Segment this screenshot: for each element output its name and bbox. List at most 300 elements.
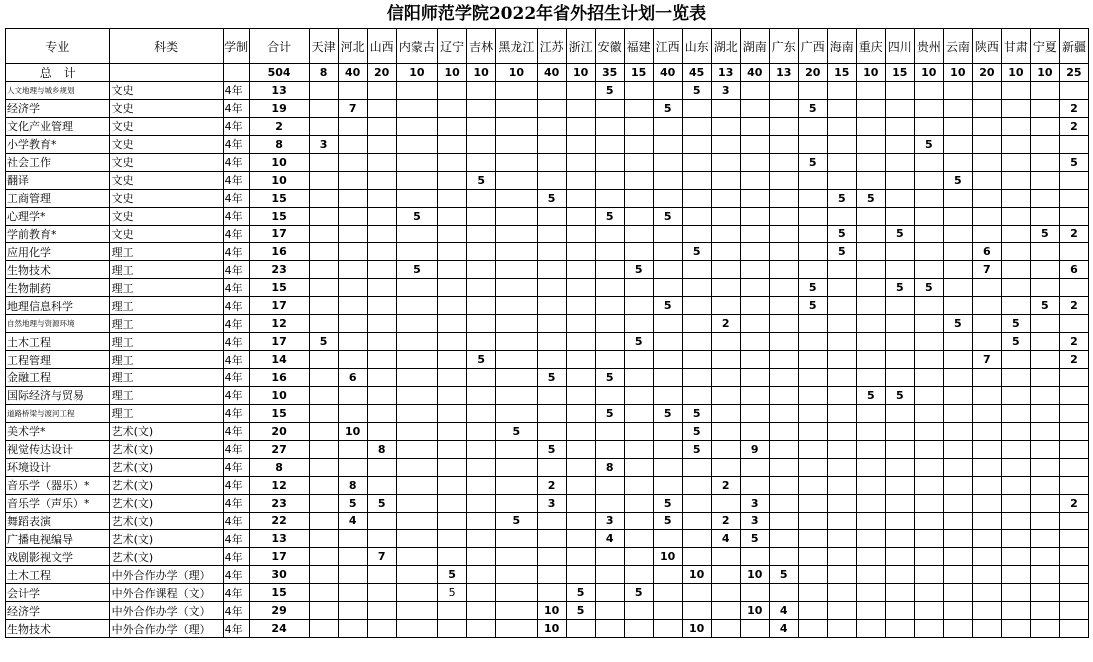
quota-cell: 5	[566, 584, 595, 602]
quota-cell	[467, 548, 496, 566]
quota-cell	[595, 225, 624, 243]
quota-cell: 5	[367, 494, 396, 512]
total-cell: 25	[1059, 64, 1088, 82]
quota-cell	[367, 297, 396, 315]
quota-cell	[496, 153, 537, 171]
quota-cell	[566, 458, 595, 476]
total-cell: 13	[769, 64, 798, 82]
quota-cell	[624, 99, 653, 117]
quota-cell	[367, 566, 396, 584]
quota-cell	[769, 351, 798, 369]
column-header: 安徽	[595, 29, 624, 64]
quota-cell	[595, 135, 624, 153]
quota-cell	[769, 153, 798, 171]
quota-cell: 5	[653, 207, 682, 225]
quota-cell	[827, 404, 856, 422]
quota-cell	[711, 458, 740, 476]
quota-cell	[856, 171, 885, 189]
quota-cell	[798, 82, 827, 100]
quota-cell	[914, 476, 943, 494]
quota-cell	[566, 369, 595, 387]
quota-cell	[467, 386, 496, 404]
quota-cell	[496, 369, 537, 387]
quota-cell	[1030, 99, 1059, 117]
quota-cell	[367, 99, 396, 117]
quota-cell	[595, 566, 624, 584]
quota-cell	[396, 602, 437, 620]
quota-cell	[309, 369, 338, 387]
quota-cell	[943, 207, 972, 225]
subtotal-cell: 15	[249, 404, 309, 422]
quota-cell	[711, 620, 740, 638]
subtotal-cell: 24	[249, 620, 309, 638]
quota-cell	[914, 458, 943, 476]
total-cell: 20	[798, 64, 827, 82]
quota-cell	[1001, 225, 1030, 243]
quota-cell	[309, 584, 338, 602]
column-header: 宁夏	[1030, 29, 1059, 64]
quota-cell	[496, 207, 537, 225]
total-cell: 10	[1001, 64, 1030, 82]
quota-cell	[682, 153, 711, 171]
quota-cell	[972, 171, 1001, 189]
quota-cell	[309, 243, 338, 261]
table-row	[6, 620, 1089, 638]
quota-cell	[438, 351, 467, 369]
subtotal-cell: 14	[249, 351, 309, 369]
duration-cell: 4年	[223, 351, 249, 369]
quota-cell	[537, 117, 566, 135]
quota-cell	[653, 189, 682, 207]
quota-cell	[682, 99, 711, 117]
subtotal-cell: 15	[249, 207, 309, 225]
quota-cell	[740, 476, 769, 494]
duration-cell: 4年	[223, 530, 249, 548]
quota-cell	[396, 369, 437, 387]
quota-cell	[338, 530, 367, 548]
subtotal-cell: 17	[249, 225, 309, 243]
subtotal-cell: 29	[249, 602, 309, 620]
table-row	[6, 153, 1089, 171]
quota-cell	[711, 135, 740, 153]
quota-cell	[885, 476, 914, 494]
quota-cell: 2	[537, 476, 566, 494]
quota-cell	[943, 494, 972, 512]
subtotal-cell: 19	[249, 99, 309, 117]
quota-cell	[827, 261, 856, 279]
quota-cell	[438, 243, 467, 261]
quota-cell	[856, 225, 885, 243]
quota-cell	[885, 512, 914, 530]
quota-cell	[566, 99, 595, 117]
quota-cell: 2	[1059, 99, 1088, 117]
quota-cell: 2	[1059, 351, 1088, 369]
quota-cell	[367, 171, 396, 189]
major-cell: 翻译	[6, 171, 110, 189]
quota-cell	[856, 153, 885, 171]
quota-cell	[367, 261, 396, 279]
quota-cell: 6	[972, 243, 1001, 261]
quota-cell	[972, 494, 1001, 512]
quota-cell	[338, 602, 367, 620]
quota-cell	[1001, 440, 1030, 458]
quota-cell	[1030, 243, 1059, 261]
duration-cell: 4年	[223, 297, 249, 315]
quota-cell: 5	[467, 351, 496, 369]
quota-cell	[537, 315, 566, 333]
quota-cell	[740, 351, 769, 369]
column-header: 福建	[624, 29, 653, 64]
category-cell: 文史	[109, 189, 223, 207]
quota-cell	[367, 243, 396, 261]
duration-cell: 4年	[223, 243, 249, 261]
quota-cell	[1001, 476, 1030, 494]
quota-cell	[914, 422, 943, 440]
major-cell: 地理信息科学	[6, 297, 110, 315]
quota-cell	[537, 404, 566, 422]
quota-cell: 5	[624, 333, 653, 351]
quota-cell	[624, 153, 653, 171]
quota-cell	[1030, 369, 1059, 387]
quota-cell	[566, 530, 595, 548]
quota-cell	[1001, 207, 1030, 225]
quota-cell	[769, 171, 798, 189]
quota-cell	[914, 494, 943, 512]
quota-cell	[438, 440, 467, 458]
category-cell: 文史	[109, 225, 223, 243]
quota-cell	[367, 512, 396, 530]
quota-cell	[438, 602, 467, 620]
quota-cell	[566, 548, 595, 566]
quota-cell: 5	[798, 279, 827, 297]
quota-cell: 8	[595, 458, 624, 476]
category-cell: 中外合作办学（理）	[109, 566, 223, 584]
quota-cell	[769, 369, 798, 387]
quota-cell	[856, 243, 885, 261]
table-row	[6, 422, 1089, 440]
quota-cell	[396, 135, 437, 153]
quota-cell	[309, 153, 338, 171]
quota-cell	[438, 548, 467, 566]
total-cell: 20	[972, 64, 1001, 82]
quota-cell	[438, 261, 467, 279]
duration-cell: 4年	[223, 422, 249, 440]
quota-cell: 5	[595, 207, 624, 225]
quota-cell	[467, 225, 496, 243]
quota-cell	[338, 386, 367, 404]
quota-cell	[653, 153, 682, 171]
duration-cell: 4年	[223, 440, 249, 458]
quota-cell	[624, 351, 653, 369]
quota-cell	[496, 82, 537, 100]
table-row	[6, 458, 1089, 476]
quota-cell: 4	[769, 620, 798, 638]
table-row	[6, 189, 1089, 207]
major-cell: 社会工作	[6, 153, 110, 171]
quota-cell	[467, 279, 496, 297]
total-cell: 10	[943, 64, 972, 82]
quota-cell	[740, 82, 769, 100]
quota-cell	[972, 279, 1001, 297]
quota-cell	[943, 512, 972, 530]
quota-cell	[885, 153, 914, 171]
category-cell: 理工	[109, 369, 223, 387]
quota-cell	[856, 422, 885, 440]
quota-cell	[682, 584, 711, 602]
quota-cell	[856, 602, 885, 620]
quota-cell	[885, 315, 914, 333]
quota-cell: 9	[740, 440, 769, 458]
quota-cell	[595, 243, 624, 261]
quota-cell	[943, 189, 972, 207]
duration-cell: 4年	[223, 82, 249, 100]
quota-cell: 4	[769, 602, 798, 620]
quota-cell	[537, 225, 566, 243]
quota-cell	[769, 584, 798, 602]
table-row	[6, 243, 1089, 261]
quota-cell: 5	[396, 261, 437, 279]
major-cell: 自然地理与资源环境	[6, 315, 110, 333]
quota-cell	[566, 620, 595, 638]
category-cell: 文史	[109, 171, 223, 189]
quota-cell	[566, 171, 595, 189]
quota-cell	[856, 279, 885, 297]
quota-cell	[367, 386, 396, 404]
quota-cell	[798, 584, 827, 602]
quota-cell	[740, 243, 769, 261]
quota-cell	[1059, 171, 1088, 189]
quota-cell	[711, 153, 740, 171]
quota-cell: 8	[338, 476, 367, 494]
quota-cell: 3	[309, 135, 338, 153]
quota-cell	[798, 207, 827, 225]
quota-cell	[769, 117, 798, 135]
quota-cell	[309, 279, 338, 297]
total-cell: 10	[1030, 64, 1059, 82]
quota-cell	[467, 458, 496, 476]
quota-cell	[1001, 99, 1030, 117]
quota-cell: 5	[537, 440, 566, 458]
quota-cell	[856, 369, 885, 387]
quota-cell	[885, 530, 914, 548]
quota-cell	[467, 369, 496, 387]
quota-cell	[537, 584, 566, 602]
quota-cell	[309, 386, 338, 404]
quota-cell	[769, 315, 798, 333]
quota-cell	[827, 297, 856, 315]
table-row	[6, 117, 1089, 135]
total-cell	[109, 64, 223, 82]
category-cell: 理工	[109, 279, 223, 297]
table-row	[6, 279, 1089, 297]
quota-cell	[367, 351, 396, 369]
duration-cell: 4年	[223, 333, 249, 351]
table-row	[6, 494, 1089, 512]
quota-cell	[943, 261, 972, 279]
quota-cell	[972, 225, 1001, 243]
quota-cell	[798, 243, 827, 261]
quota-cell: 5	[827, 243, 856, 261]
subtotal-cell: 15	[249, 279, 309, 297]
quota-cell: 10	[537, 620, 566, 638]
major-cell: 工商管理	[6, 189, 110, 207]
quota-cell	[1001, 530, 1030, 548]
quota-cell	[682, 189, 711, 207]
quota-cell	[1030, 548, 1059, 566]
major-cell: 音乐学（器乐）*	[6, 476, 110, 494]
quota-cell	[537, 171, 566, 189]
quota-cell	[566, 476, 595, 494]
quota-cell	[885, 422, 914, 440]
major-cell: 舞蹈表演	[6, 512, 110, 530]
quota-cell: 10	[338, 422, 367, 440]
quota-cell	[367, 82, 396, 100]
quota-cell	[943, 620, 972, 638]
quota-cell	[769, 135, 798, 153]
quota-cell	[438, 153, 467, 171]
quota-cell	[740, 458, 769, 476]
quota-cell	[1059, 602, 1088, 620]
quota-cell	[827, 207, 856, 225]
quota-cell	[309, 207, 338, 225]
major-cell: 应用化学	[6, 243, 110, 261]
quota-cell	[827, 82, 856, 100]
quota-cell	[367, 584, 396, 602]
quota-cell	[653, 135, 682, 153]
quota-cell	[827, 584, 856, 602]
quota-cell	[496, 476, 537, 494]
quota-cell	[856, 494, 885, 512]
quota-cell	[309, 530, 338, 548]
quota-cell	[914, 243, 943, 261]
quota-cell	[885, 243, 914, 261]
quota-cell	[537, 458, 566, 476]
quota-cell	[769, 404, 798, 422]
quota-cell	[438, 99, 467, 117]
quota-cell	[711, 99, 740, 117]
quota-cell	[1030, 117, 1059, 135]
quota-cell	[885, 404, 914, 422]
quota-cell	[740, 117, 769, 135]
quota-cell	[467, 297, 496, 315]
quota-cell	[624, 315, 653, 333]
quota-cell	[798, 315, 827, 333]
quota-cell	[624, 207, 653, 225]
quota-cell	[1030, 566, 1059, 584]
quota-cell	[1001, 584, 1030, 602]
quota-cell	[856, 315, 885, 333]
quota-cell	[943, 458, 972, 476]
quota-cell	[496, 315, 537, 333]
quota-cell	[856, 548, 885, 566]
quota-cell	[537, 207, 566, 225]
table-row	[6, 584, 1089, 602]
quota-cell	[338, 315, 367, 333]
quota-cell	[396, 117, 437, 135]
quota-cell	[309, 476, 338, 494]
quota-cell	[537, 530, 566, 548]
quota-cell: 5	[943, 315, 972, 333]
quota-cell	[1030, 512, 1059, 530]
total-cell: 15	[885, 64, 914, 82]
category-cell: 中外合作办学（理）	[109, 620, 223, 638]
quota-cell	[496, 279, 537, 297]
total-label: 总 计	[6, 64, 110, 82]
quota-cell	[1059, 584, 1088, 602]
quota-cell	[682, 261, 711, 279]
quota-cell	[338, 261, 367, 279]
duration-cell: 4年	[223, 189, 249, 207]
quota-cell: 10	[537, 602, 566, 620]
quota-cell	[972, 153, 1001, 171]
quota-cell	[338, 207, 367, 225]
quota-cell	[624, 566, 653, 584]
quota-cell	[1059, 82, 1088, 100]
quota-cell	[396, 404, 437, 422]
quota-cell	[653, 225, 682, 243]
subtotal-cell: 13	[249, 530, 309, 548]
quota-cell	[914, 99, 943, 117]
subtotal-cell: 10	[249, 386, 309, 404]
quota-cell	[1001, 351, 1030, 369]
table-row	[6, 135, 1089, 153]
quota-cell	[682, 386, 711, 404]
quota-cell	[798, 512, 827, 530]
major-cell: 视觉传达设计	[6, 440, 110, 458]
quota-cell	[1059, 369, 1088, 387]
quota-cell	[624, 476, 653, 494]
quota-cell	[972, 422, 1001, 440]
quota-cell	[537, 351, 566, 369]
quota-cell	[972, 333, 1001, 351]
quota-cell	[827, 99, 856, 117]
quota-cell	[682, 171, 711, 189]
quota-cell	[496, 99, 537, 117]
quota-cell	[827, 566, 856, 584]
category-cell: 艺术(文)	[109, 512, 223, 530]
total-cell: 40	[653, 64, 682, 82]
quota-cell	[1030, 189, 1059, 207]
duration-cell: 4年	[223, 512, 249, 530]
quota-cell	[1030, 171, 1059, 189]
quota-cell: 7	[367, 548, 396, 566]
quota-cell	[914, 386, 943, 404]
quota-cell	[1059, 189, 1088, 207]
duration-cell: 4年	[223, 135, 249, 153]
quota-cell	[496, 117, 537, 135]
table-row	[6, 386, 1089, 404]
quota-cell	[740, 422, 769, 440]
total-cell: 40	[537, 64, 566, 82]
quota-cell	[827, 512, 856, 530]
quota-cell	[367, 153, 396, 171]
quota-cell	[653, 351, 682, 369]
quota-cell	[467, 512, 496, 530]
quota-cell	[885, 135, 914, 153]
quota-cell	[972, 369, 1001, 387]
quota-cell	[856, 512, 885, 530]
major-cell: 学前教育*	[6, 225, 110, 243]
quota-cell	[798, 261, 827, 279]
quota-cell	[367, 620, 396, 638]
quota-cell	[438, 315, 467, 333]
quota-cell	[856, 458, 885, 476]
quota-cell	[396, 476, 437, 494]
quota-cell	[1001, 566, 1030, 584]
quota-cell	[338, 440, 367, 458]
quota-cell: 5	[1001, 333, 1030, 351]
quota-cell	[914, 369, 943, 387]
